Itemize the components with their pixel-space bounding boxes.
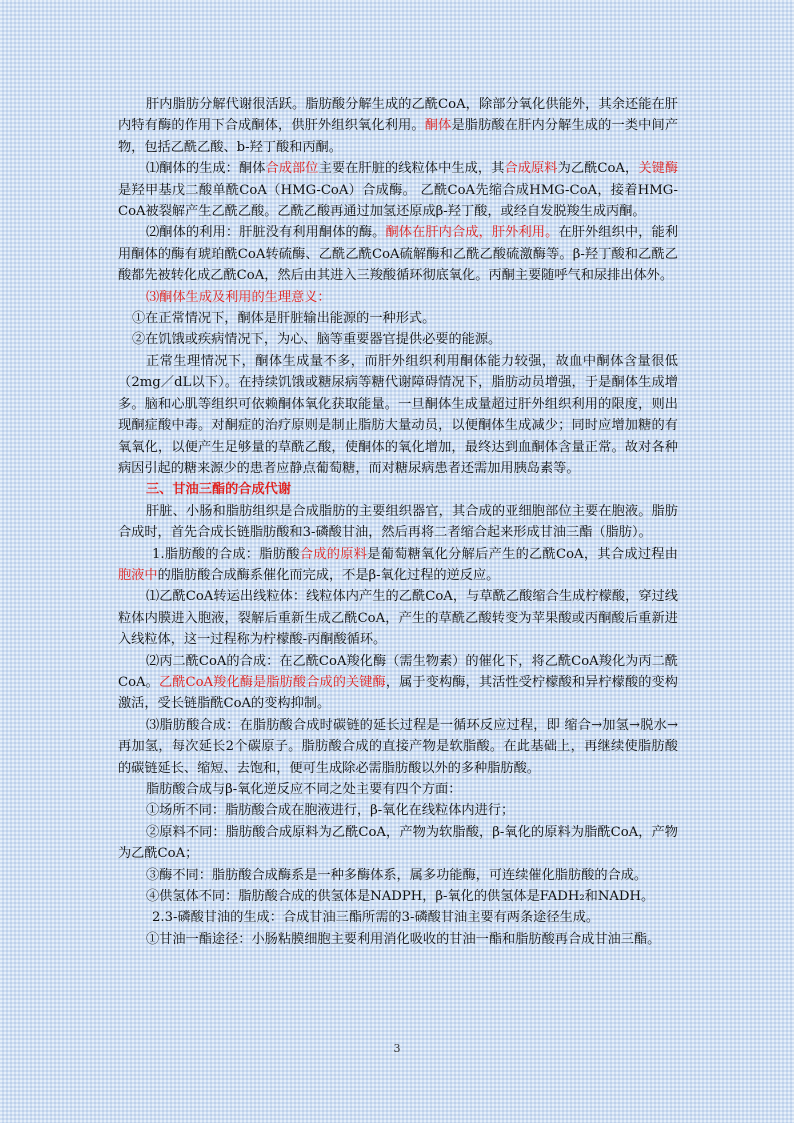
difference-item-4: ④供氢体不同：脂肪酸合成的供氢体是NADPH，β-氧化的供氢体是FADH₂和NADH。 [146,889,655,905]
paragraph-differences-intro: 脂肪酸合成与β-氧化逆反应不同之处主要有四个方面： [146,782,462,797]
difference-item-2: ②原料不同：脂肪酸合成原料为乙酰CoA，产物为软脂酸，β-氧化的原料为脂酰CoA，产物为乙酰CoA； [118,824,678,862]
paragraph-glycerol-phosphate: 2.3-磷酸甘油的生成：合成甘油三酯所需的3-磷酸甘油主要有两条途径生成。 [152,910,600,926]
list-item-1: ①在正常情况下，酮体是肝脏输出能源的一种形式。 [132,311,436,327]
paragraph-ketone-generation: ⑴酮体的生成：酮体合成部位主要在肝脏的线粒体中生成，其合成原料为乙酰CoA，关键酶是羟甲基戊二酸单酰CoA（HMG-CoA）合成酶。 乙酰CoA先缩合成HMG-CoA，接着HMG-CoA被裂解产生乙酰乙酸。乙酰乙酸再通过加氢还原成β-羟丁酸，或经自发脱羧生成丙酮。 [118,161,679,220]
paragraph-fat-synthesis: 肝脏、小肠和脂肪组织是合成脂肪的主要组织器官，其合成的亚细胞部位主要在胞液。脂肪合成时，首先合成长链脂肪酸和3-磷酸甘油，然后再将二者缩合起来形成甘油三酯（脂肪）。 [118,503,678,541]
paragraph-fatty-acid-synthesis: 1.脂肪酸的合成：脂肪酸合成的原料是葡萄糖氧化分解后产生的乙酰CoA，其合成过程由胞液中的脂肪酸合成酶系催化而完成，不是β-氧化过程的逆反应。 [118,546,678,583]
list-item-2: ②在饥饿或疾病情况下，为心、脑等重要器官提供必要的能源。 [132,332,502,348]
page-number: 3 [393,1042,401,1055]
paragraph-chain-elongation: ⑶脂肪酸合成：在脂肪酸合成时碳链的延长过程是一循环反应过程，即 缩合→加氢→脱水→再加氢，每次延长2个碳原子。脂肪酸合成的直接产物是软脂酸。在此基础上，再继续使脂肪酸的碳链延长、缩短、去饱和，便可生成除必需脂肪酸以外的多种脂肪酸。 [118,717,678,776]
paragraph-intro: 肝内脂肪分解代谢很活跃。脂肪酸分解生成的乙酰CoA，除部分氧化供能外，其余还能在肝内特有酶的作用下合成酮体，供肝外组织氧化利用。酮体是脂肪酸在肝内分解生成的一类中间产物，包括乙酰乙酸、b-羟丁酸和丙酮。 [118,97,679,155]
section-heading-triglyceride: 三、甘油三酯的合成代谢 [146,482,292,498]
paragraph-acetyl-coa-transport: ⑴乙酰CoA转运出线粒体：线粒体内产生的乙酰CoA，与草酰乙酸缩合生成柠檬酸，穿过线粒体内膜进入胞液，裂解后重新生成乙酰CoA，产生的草酰乙酸转变为苹果酸或丙酮酸后重新进入线粒体，这一过程称为柠檬酸-丙酮酸循环。 [118,589,678,648]
paragraph-malonyl-coa: ⑵丙二酰CoA的合成：在乙酰CoA羧化酶（需生物素）的催化下，将乙酰CoA羧化为丙二酰CoA。乙酰CoA羧化酶是脂肪酸合成的关键酶，属于变构酶，其活性受柠檬酸和异柠檬酸的变构激活，受长链脂酰CoA的变构抑制。 [118,653,678,712]
difference-item-3: ③酶不同：脂肪酸合成酶系是一种多酶体系，属多功能酶，可连续催化脂肪酸的合成。 [146,867,648,883]
paragraph-monoglyceride-pathway: ①甘油一酯途径：小肠粘膜细胞主要利用消化吸收的甘油一酯和脂肪酸再合成甘油三酯。 [146,931,661,947]
subheading-physiological-significance: ⑶酮体生成及利用的生理意义： [146,289,331,305]
document-body [118,94,678,950]
paragraph-ketone-utilization: ⑵酮体的利用：肝脏没有利用酮体的酶。酮体在肝内合成，肝外利用。在肝外组织中，能利用酮体的酶有琥珀酰CoA转硫酶、乙酰乙酰CoA硫解酶和乙酰乙酸硫激酶等。β-羟丁酸和乙酰乙酸都先被转化成乙酰CoA，然后由其进入三羧酸循环彻底氧化。丙酮主要随呼气和尿排出体外。 [118,225,679,284]
difference-item-1: ①场所不同：脂肪酸合成在胞液进行，β-氧化在线粒体内进行； [146,803,515,819]
paragraph-ketosis: 正常生理情况下，酮体生成量不多，而肝外组织利用酮体能力较强，故血中酮体含量很低（2mg／dL以下）。在持续饥饿或糖尿病等糖代谢障碍情况下，脂肪动员增强，于是酮体生成增多。脑和心肌等组织可依赖酮体氧化获取能量。一旦酮体生成量超过肝外组织利用的限度，则出现酮症酸中毒。对酮症的治疗原则是制止脂肪大量动员，以便酮体生成减少；同时应增加糖的有氧氧化，以便产生足够量的草酰乙酸，使酮体的氧化增加，最终达到血酮体含量正常。故对各种病因引起的糖来源少的患者应静点葡萄糖，而对糖尿病患者还需加用胰岛素等。 [118,353,678,476]
